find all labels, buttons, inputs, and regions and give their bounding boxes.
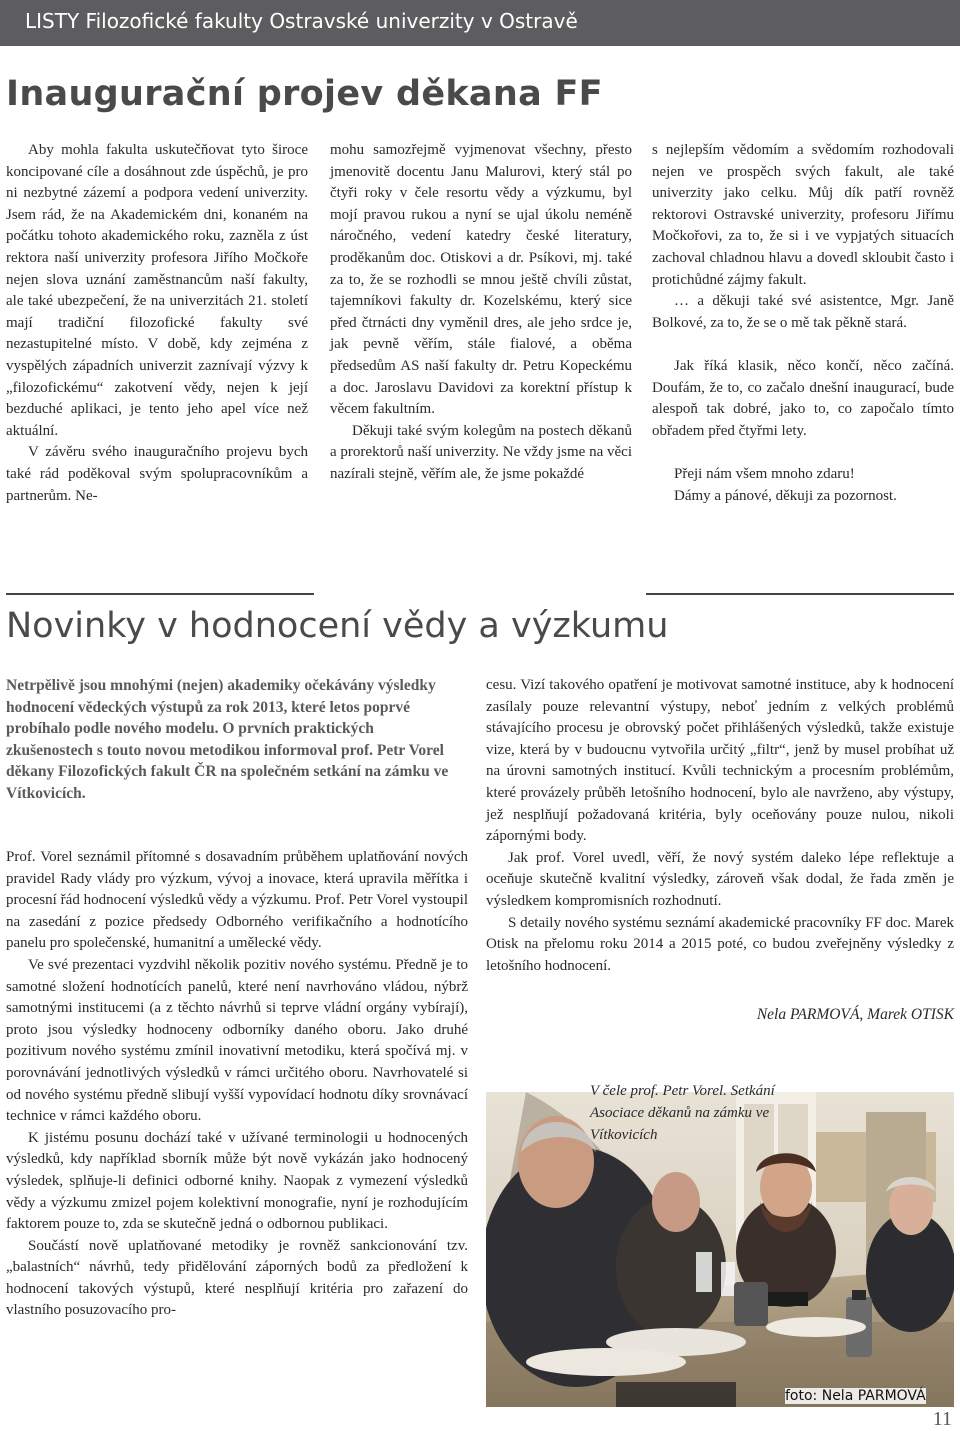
paragraph: Přeji nám všem mnoho zdaru!: [674, 465, 855, 482]
paragraph: … a děkuji také své asistentce, Mgr. Janě Bolkové, za to, že se o mě tak pěkně stará.: [652, 293, 954, 331]
article2-column-right: [486, 675, 954, 977]
author-byline: Nela PARMOVÁ, Marek OTISK: [756, 1006, 954, 1023]
page-number: 11: [932, 1408, 952, 1430]
paragraph: Jak prof. Vorel uvedl, věří, že nový systém daleko lépe reflektuje a oceňuje skutečně kvalitní výsledky, zároveň však dodal, že řada změn je výsledkem kompromisních rozhodnutí.: [486, 849, 954, 909]
paragraph: mohu samozřejmě vyjmenovat všechny, přesto jmenovitě docentu Janu Malurovi, který stál po čtyři roky v čele resortu vědy a výzkumu, byl mojí pravou rukou a nyní se ujal úkolu neméně náročného, vedení katedry české literatury, proděkanům doc. Otiskovi a dr. Psíkovi, mj. také za to, že se rozhodli se mnou ještě chvíli zůstat, tajemníkovi fakulty dr. Kozelskému, který sice před čtrnácti dny vyměnil dres, ale jeho srdce je, jak pevně věřím, stále fialové, a oběma předsedům AS naší fakulty dr. Petru Kopeckému a doc. Jaroslavu Davidovi za korektní přístup k věcem fakultním.: [330, 142, 632, 418]
paragraph: Prof. Vorel seznámil přítomné s dosavadním průběhem uplatňování nových pravidel Rady vlády pro výzkum, vývoj a inovace, která upravila měřítka i procesní řád hodnocení výsledků vědy a výzkumu. Prof. Petr Vorel vystoupil na zasedání z pozice předsedy Odborného verifikačního a hodnotícího panelu pro společenské, humanitní a umělecké vědy.: [6, 849, 468, 952]
paragraph: Jak říká klasik, něco končí, něco začíná. Doufám, že to, co začalo dnešní inaugurací, bude alespoň tak dobré, jako to, co započalo tímto obřadem před čtyřmi lety.: [652, 357, 954, 439]
divider-rule: [6, 593, 314, 595]
article2-lead: [6, 675, 458, 805]
journal-title: LISTY Filozofické fakulty Ostravské univerzity v Ostravě: [25, 9, 578, 33]
photo-caption: V čele prof. Petr Vorel. Setkání Asociace děkanů na zámku ve Vítkovicích: [590, 1083, 775, 1143]
paragraph: Děkuji také svým kolegům na postech děkanů a prorektorů naší univerzity. Ne vždy jsme na věci nazírali stejně, věřím ale, že jsme pokaždé: [330, 422, 632, 482]
paragraph: Součástí nově uplatňované metodiky je rovněž sankcionování tzv. „balastních“ návrhů, tedy přidělování záporných bodů za předložení k hodnocení takových výstupů, které nesplňují kritéria pro zařazení do vlastního posuzovacího pro-: [6, 1237, 468, 1319]
paragraph: s nejlepším vědomím a svědomím rozhodovali nejen ve prospěch svých fakult, ale také univerzity jako celku. Můj dík patří rovněž rektorovi Ostravské univerzity, profesoru Jiřímu Močkořovi, za to, že si i ve vypjatých situacích zachoval chladnou hlavu a dovedl skloubit často i protichůdné zájmy fakult.: [652, 142, 954, 288]
article-title-inaugural-speech: Inaugurační projev děkana FF: [6, 74, 603, 114]
photo-credit: foto: Nela PARMOVÁ: [785, 1388, 926, 1404]
paragraph: K jistému posunu dochází také v užívané terminologii u hodnocených výsledků, kdy například sborník může být nově vykázán jako hodnocený výsledek, splňuje-li definici odborné knihy. Naopak z vymezení výsledků vědy a výzkumu zmizel pojem kolektivní monografie, nyní je rozhodujícím faktorem pouze to, zda se skutečně jedná o odbornou publikaci.: [6, 1129, 468, 1233]
article1-column-2: [330, 140, 632, 486]
journal-header-bar: [0, 0, 960, 46]
article1-column-3: [652, 140, 954, 507]
paragraph: S detaily nového systému seznámí akademické pracovníky FF doc. Marek Otisk na přelomu roku 2014 a 2015 poté, co budou zveřejněny výsledky z letošního hodnocení.: [486, 914, 954, 974]
paragraph: Aby mohla fakulta uskutečňovat tyto široce koncipované cíle a dosáhnout zde úspěchů, je pro ni nezbytné zázemí a podpora vedení univerzity. Jsem rád, že na Akademickém dni, konaném na počátku tohoto akademického roku, zazněla z úst rektora naší univerzity profesora Jiřího Močkoře nejen slova uznání zaměstnancům naší fakulty, ale také ubezpečení, že na univerzitách 21. století mají tradiční filozofické fakulty své nezastupitelné místo. V době, kdy zejména z vyspělých západních univerzit zaznívají výzvy k „filozofickému“ zakotvení vědy, nejen k její bezduché aplikaci, je tento jeho apel více než aktuální.: [6, 142, 308, 439]
divider-rule: [646, 593, 954, 595]
paragraph: Ve své prezentaci vyzdvihl několik pozitiv nového systému. Předně je to samotné složení hodnotících panelů, které není navrhováno vládou, nýbrž samotnými institucemi (a z těchto návrhů si teprve vládní orgány vybírají), proto jsou výsledky hodnoceny odborníky daného oboru. Jako druhé pozitivum nového systému zmínil inovativní metodiku, která spočívá mj. v porovnávání jednotlivých výsledků v rámci určitého oboru. Navrhovatelé si od nového systému předně slibují vyšší vypovídací hodnotu díky srovnávací technice v rámci každého oboru.: [6, 956, 468, 1125]
article2-column-left: [6, 847, 468, 1322]
paragraph: V závěru svého inauguračního projevu bych také rád poděkoval svým spolupracovníkům a partnerům. Ne-: [6, 444, 308, 504]
paragraph: cesu. Vizí takového opatření je motivovat samotné instituce, aby k hodnocení zasílaly pouze relevantní výstupy, neboť jedním z velkých problémů stávajícího procesu je obrovský počet přihlášených výsledků, takže existuje vize, která by v budoucnu vytvořila určitý „filtr“, jenž by musel probíhat už na úrovni samotných institucí. Kvůli technickým a procesním problémům, které provázely průběh letošního hodnocení, bylo ale navrženo, aby výstupy, jež nesplňují požadovaná kritéria, byly oceňovány pouze nulou, nikoli zápornými body.: [486, 677, 954, 845]
article1-column-1: [6, 140, 308, 507]
article-title-research-evaluation: Novinky v hodnocení vědy a výzkumu: [6, 606, 669, 646]
paragraph: Dámy a pánové, děkuji za pozornost.: [674, 487, 897, 504]
lead-paragraph: Netrpělivě jsou mnohými (nejen) akademiky očekávány výsledky hodnocení vědeckých výstupů za rok 2013, které letos poprvé probíhalo podle nového modelu. O prvních praktických zkušenostech s touto novou metodikou informoval prof. Petr Vorel děkany Filozofických fakult ČR na společném setkání na zámku ve Vítkovicích.: [6, 677, 449, 802]
